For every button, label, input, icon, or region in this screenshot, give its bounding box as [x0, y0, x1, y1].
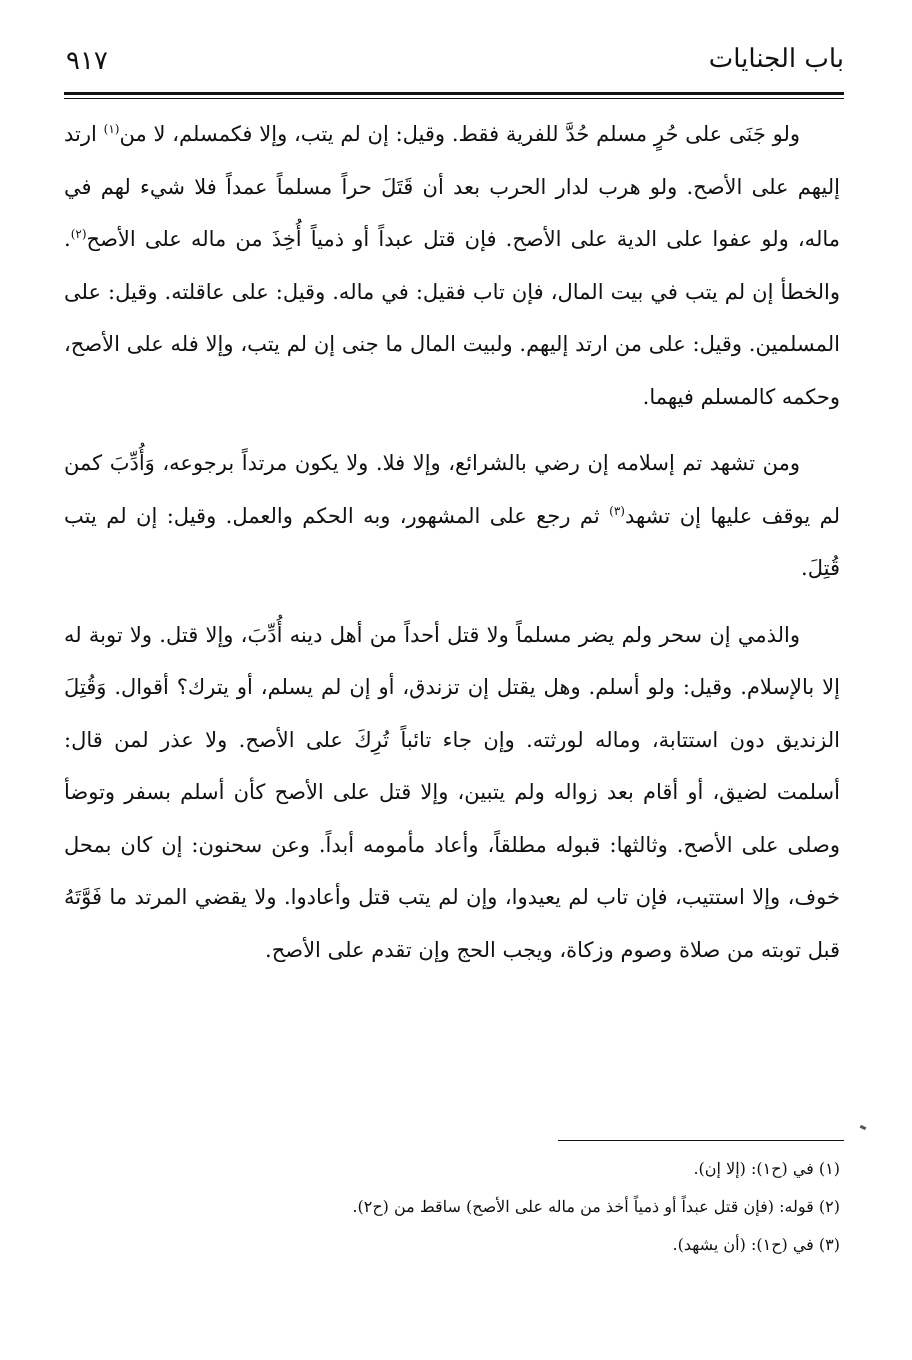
paragraph: [64, 437, 840, 595]
scan-speck: [860, 1125, 867, 1130]
footnote: (٢) قوله: (فإن قتل عبداً أو ذمياً أخذ من ماله على الأصح) ساقط من (ح٢).: [352, 1197, 840, 1216]
footnote-marker: (٣): [609, 503, 625, 518]
header-rule-thick: [64, 92, 844, 95]
body-text: [64, 108, 840, 976]
paragraph-text: ولو جَنَى على حُرٍ مسلم حُدَّ للفرية فقط. وقيل: إن لم يتب، وإلا فكمسلم، لا من: [119, 122, 800, 146]
footnote: (١) في (ح١): (إلا إن).: [693, 1159, 840, 1178]
footnote-marker: (٢): [70, 227, 87, 241]
paragraph-text: ارتد إليهم على الأصح. ولو هرب لدار الحرب بعد أن قَتَلَ حراً مسلماً عمداً فلا شيء لهم في ماله، ولو عفوا على الدية على الأصح. فإن قتل عبداً أو ذمياً أُخِذَ من ماله على الأصح: [64, 122, 840, 251]
page-number: ٩١٧: [66, 46, 108, 76]
page-header: [64, 40, 844, 92]
running-title: باب الجنايات: [708, 44, 844, 74]
paragraph-text: ومن تشهد تم إسلامه إن رضي بالشرائع، وإلا فلا. ولا يكون مرتداً برجوعه، وَأُدِّبَ كمن لم يوقف عليها إن تشهد: [64, 451, 840, 528]
footnote-separator: [558, 1140, 844, 1141]
paragraph-text: . والخطأ إن لم يتب في بيت المال، فإن تاب فقيل: في ماله. وقيل: على عاقلته. وقيل: على المسلمين. وقيل: على من ارتد إليهم. ولبيت المال ما جنى إن لم يتب، وإلا فله على الأصح، وحكمه كالمسلم فيهما.: [64, 227, 840, 409]
footnotes: [200, 1150, 840, 1264]
footnote: (٣) في (ح١): (أن يشهد).: [672, 1235, 840, 1254]
paragraph-text: ثم رجع على المشهور، وبه الحكم والعمل. وقيل: إن لم يتب قُتِلَ.: [64, 503, 840, 580]
paragraph: [64, 609, 840, 977]
paragraph-text: والذمي إن سحر ولم يضر مسلماً ولا قتل أحداً من أهل دينه أُدِّبَ، وإلا قتل. ولا توبة له إلا بالإسلام. وقيل: ولو أسلم. وهل يقتل إن تزندق، أو إن لم يسلم، أو يترك؟ أقوال. وَقُتِلَ الزنديق دون استتابة، وماله لورثته. وإن جاء تائباً تُرِكَ على الأصح. ولا عذر لمن قال: أسلمت لضيق، أو أقام بعد زواله ولم يتبين، وإلا قتل على الأصح كأن أسلم بسفر وتوضأ وصلى على الأصح. وثالثها: قبوله مطلقاً، وأعاد مأمومه أبداً. وعن سحنون: إن كان بمحل خوف، وإلا استتيب، فإن تاب لم يعيدوا، وإن لم يتب قتل وأعادوا. ولا يقضي المرتد ما فَوَّتَهُ قبل توبته من صلاة وصوم وزكاة، ويجب الحج وإن تقدم على الأصح.: [64, 622, 840, 962]
header-rule-thin: [64, 98, 844, 99]
footnote-marker: (١): [103, 122, 120, 136]
paragraph: [64, 108, 840, 423]
